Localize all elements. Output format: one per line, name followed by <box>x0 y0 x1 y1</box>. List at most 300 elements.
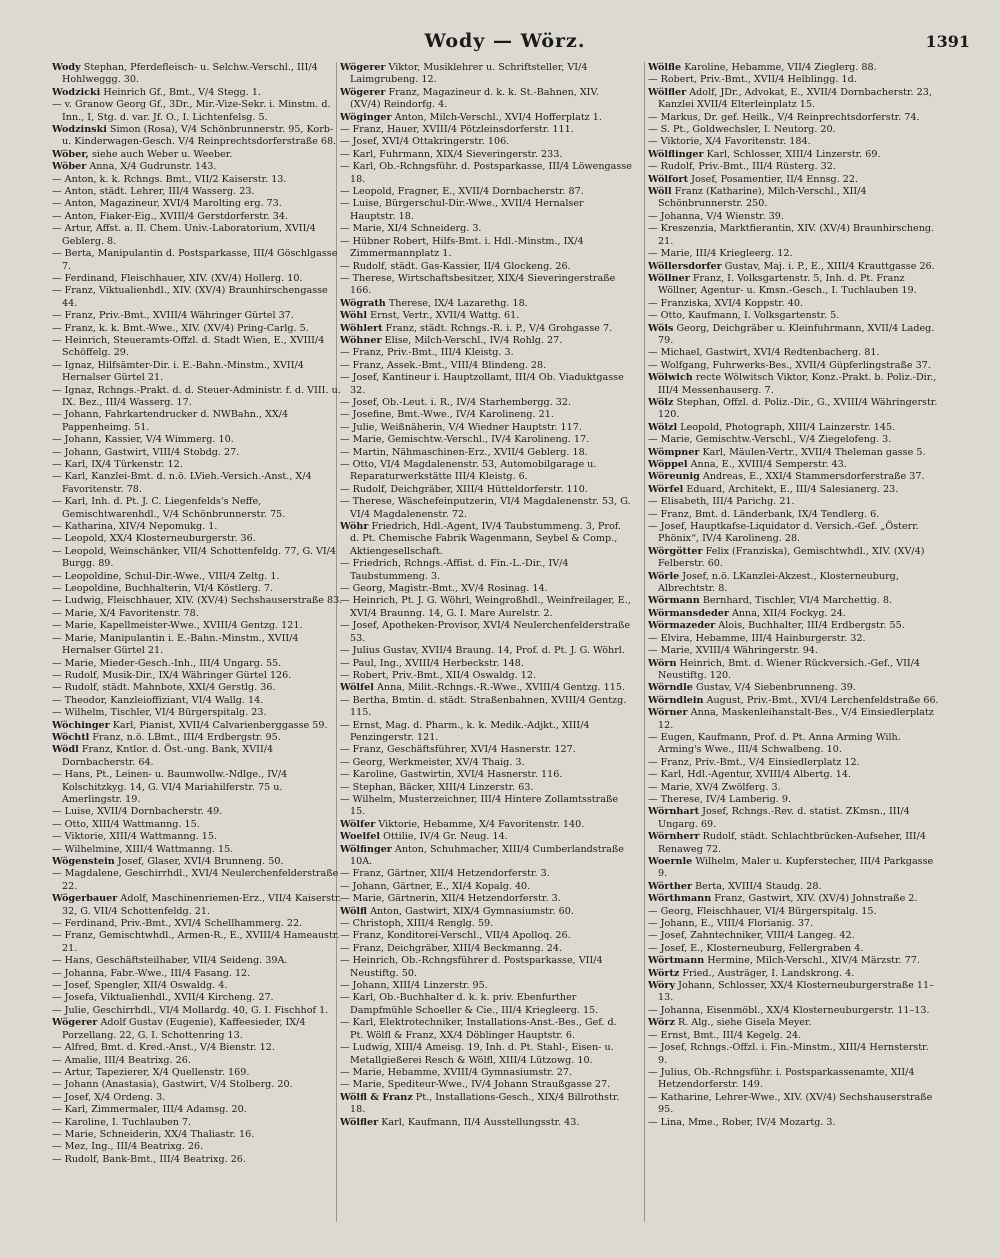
directory-entry <box>340 1092 632 1117</box>
entry-details: — Franz, k. k. Bmt.-Wwe., XIV. (XV/4) Pring-Carlg. 5. <box>52 322 309 334</box>
directory-entry <box>648 124 940 136</box>
directory-entry <box>340 459 632 484</box>
entry-surname: Wölflinger <box>648 148 704 160</box>
entry-details: — Wilhelm, Tischler, VI/4 Bürgerspitalg. 23. <box>52 707 267 719</box>
entry-surname: Wöginger <box>340 111 392 123</box>
directory-entry <box>340 918 632 930</box>
entry-surname: Wölfler <box>340 1116 379 1128</box>
entry-details: — Friedrich, Rchngs.-Affist. d. Fin.-L.-Dir., IV/4 Taubstummeng. 3. <box>340 558 569 582</box>
entry-details: — Marie, Kapellmeister-Wwe., XVIII/4 Gentzg. 121. <box>52 620 303 632</box>
entry-details: — Luise, Bürgerschul-Dir.-Wwe., XVII/4 Hernalser Hauptstr. 18. <box>340 198 584 222</box>
entry-details: — Marie, Gärtnerin, XII/4 Hetzendorferstr. 3. <box>340 893 561 905</box>
entry-details: — Therese, IV/4 Lamberig. 9. <box>648 793 792 805</box>
entry-details: — Josef, Kantineur i. Hauptzollamt, III/4 Ob. Viaduktgasse 32. <box>340 372 624 396</box>
entry-details: — Josef, Rchngs.-Offzl. i. Fin.-Minstm., XIII/4 Hernsterstr. 9. <box>648 1042 929 1066</box>
entry-details: — Rudolf, Bank-Bmt., III/4 Beatrixg. 26. <box>52 1153 246 1165</box>
entry-details: Josef, Posamentier, II/4 Ennsg. 22. <box>691 173 859 185</box>
entry-details: Josef, n.ö. LKanzlei-Akzest., Klosterneuburg, Albrechtstr. 8. <box>658 570 899 595</box>
entry-details: — Franz, Priv.-Bmt., III/4 Kleistg. 3. <box>340 347 514 359</box>
directory-entry <box>52 955 344 967</box>
entry-surname: Wörndlein <box>648 694 704 706</box>
directory-entry <box>52 323 344 335</box>
entry-details: Karl, Mäulen-Vertr., XVII/4 Theleman gasse 5. <box>702 446 926 458</box>
directory-entry <box>648 1030 940 1042</box>
entry-details: siehe auch Weber u. Weeber. <box>91 148 233 160</box>
directory-entry <box>648 943 940 955</box>
entry-surname: Wörtz <box>648 967 680 979</box>
entry-details: — Lina, Mme., Rober, IV/4 Mozartg. 3. <box>648 1116 836 1128</box>
entry-details: — Johann, XIII/4 Linzerstr. 95. <box>340 980 488 992</box>
entry-surname: Wölz <box>648 396 674 408</box>
directory-entry <box>52 1067 344 1079</box>
directory-entry <box>340 893 632 905</box>
directory-entry <box>340 397 632 409</box>
entry-details: — Josef, E., Klosterneuburg, Fellergraben 4. <box>648 942 864 954</box>
entry-surname: Wörner <box>648 707 688 719</box>
directory-entry <box>52 471 344 496</box>
directory-entry <box>340 1017 632 1042</box>
entry-details: Stephan, Offzl. d. Poliz.-Dir., G., XVIII/4 Währingerstr. 120. <box>658 396 938 421</box>
entry-details: — Johann, Fahrkartendrucker d. NWBahn., XX/4 Pappenheimg. 51. <box>52 409 289 433</box>
directory-entry <box>340 744 632 756</box>
directory-entry <box>340 1079 632 1091</box>
entry-details: — Hans, Geschäftsteilhaber, VII/4 Seideng. 39A. <box>52 955 288 967</box>
entry-details: — Johanna, V/4 Wienstr. 39. <box>648 210 784 222</box>
directory-entry <box>52 670 344 682</box>
directory-entry <box>340 819 632 831</box>
directory-entry <box>648 310 940 322</box>
directory-entry <box>648 620 940 632</box>
entry-details: — Therese, Wirtschaftsbesitzer, XIX/4 Sieveringerstraße 166. <box>340 272 616 297</box>
directory-entry <box>340 323 632 335</box>
directory-entry <box>52 595 344 607</box>
directory-entry <box>52 1079 344 1091</box>
directory-entry <box>648 881 940 893</box>
directory-entry <box>648 459 940 471</box>
directory-entry <box>340 62 632 87</box>
entry-details: Wilhelm, Maler u. Kupferstecher, III/4 Parkgasse 9. <box>658 856 934 880</box>
entry-surname: Wöhner <box>340 334 382 346</box>
entry-details: — Rudolf, städt. Mahnbote, XXI/4 Gerstlg. 36. <box>52 682 276 694</box>
entry-surname: Wöllner <box>648 272 690 284</box>
entry-details: — Viktorie, XIII/4 Wattmanng. 15. <box>52 831 218 843</box>
directory-entry <box>340 906 632 918</box>
entry-details: — Christoph, XIII/4 Renglg. 59. <box>340 918 494 930</box>
entry-details: Heinrich, Bmt. d. Wiener Rückversich.-Gef., VII/4 Neustiftg. 120. <box>658 657 921 681</box>
directory-entry <box>52 695 344 707</box>
entry-details: — Josef, Apotheken-Provisor, XVI/4 Neulerchenfelderstraße 53. <box>340 620 631 644</box>
column-divider <box>644 62 645 1222</box>
entry-surname: Wölfl <box>340 905 368 917</box>
directory-entry <box>340 943 632 955</box>
entry-details: Anton, Gastwirt, XIX/4 Gymnasiumstr. 60. <box>370 905 574 917</box>
entry-details: — Johann, Gastwirt, VIII/4 Stobdg. 27. <box>52 446 240 458</box>
directory-entry <box>648 968 940 980</box>
directory-entry <box>52 806 344 818</box>
directory-entry <box>52 856 344 868</box>
directory-entry <box>340 434 632 446</box>
directory-entry <box>340 347 632 359</box>
column-left <box>52 62 344 1232</box>
directory-entry <box>52 1017 344 1042</box>
entry-details: — Julius Gustav, XVII/4 Braung. 14, Prof. d. Pt. J. G. Wöhrl. <box>340 645 625 657</box>
directory-entry <box>340 198 632 223</box>
directory-entry <box>340 87 632 112</box>
entry-details: Leopold, Photograph, XIII/4 Lainzerstr. 145. <box>680 421 896 433</box>
entry-surname: Wöhl <box>340 310 368 322</box>
entry-details: — Johann, Kassier, V/4 Wimmerg. 10. <box>52 434 234 446</box>
entry-details: — Theodor, Kanzleioffiziant, VI/4 Wallg. 14. <box>52 694 264 706</box>
entry-details: — Leopoldine, Schul-Dir.-Wwe., VIII/4 Zeltg. 1. <box>52 570 280 582</box>
directory-entry <box>340 831 632 843</box>
directory-entry <box>648 447 940 459</box>
directory-entry <box>648 1042 940 1067</box>
entry-details: Franz, Magazineur d. k. k. St.-Bahnen, XIV. (XV/4) Reindorfg. 4. <box>350 86 599 111</box>
directory-entry <box>340 595 632 620</box>
entry-details: — Franz, Bmt. d. Länderbank, IX/4 Tendlerg. 6. <box>648 508 880 520</box>
entry-surname: Wödl <box>52 744 79 756</box>
directory-entry <box>52 844 344 856</box>
entry-details: — Karoline, Gastwirtin, XVI/4 Hasnerstr. 116. <box>340 769 563 781</box>
entry-details: — Georg, Magistr.-Bmt., XV/4 Rosinag. 14. <box>340 583 548 595</box>
entry-surname: Wörnhart <box>648 806 700 818</box>
directory-entry <box>340 186 632 198</box>
entry-surname: Wögerer <box>340 62 386 73</box>
entry-details: Alois, Buchhalter, III/4 Erdbergstr. 55. <box>718 620 905 632</box>
entry-details: — Marie, Gemischtw.-Verschl., V/4 Ziegelofeng. 3. <box>648 434 892 446</box>
entry-details: Ottilie, IV/4 Gr. Neug. 14. <box>383 831 508 843</box>
entry-surname: Wöls <box>648 322 674 334</box>
entry-details: Viktorie, Hebamme, X/4 Favoritenstr. 140. <box>378 818 585 830</box>
entry-details: Josef, Rchngs.-Rev. d. statist. ZKmsn., III/4 Ungarg. 69. <box>658 806 910 830</box>
entry-details: — Mez, Ing., III/4 Beatrixg. 26. <box>52 1141 204 1153</box>
directory-entry <box>340 335 632 347</box>
entry-details: Berta, XVIII/4 Staudg. 28. <box>695 880 822 892</box>
entry-details: — Katharina, XIV/4 Nepomukg. 1. <box>52 521 218 533</box>
entry-details: — Marie, X/4 Favoritenstr. 78. <box>52 607 199 619</box>
directory-entry <box>340 261 632 273</box>
directory-entry <box>52 930 344 955</box>
directory-entry <box>52 174 344 186</box>
directory-entry <box>340 645 632 657</box>
entry-details: — Viktorie, X/4 Favoritenstr. 184. <box>648 136 811 148</box>
entry-details: Fried., Austräger, I. Landskrong. 4. <box>682 967 855 979</box>
entry-details: — Johann (Anastasia), Gastwirt, V/4 Stolberg. 20. <box>52 1079 293 1091</box>
directory-entry <box>52 447 344 459</box>
directory-entry <box>648 546 940 571</box>
entry-details: — Georg, Werkmeister, XV/4 Thaig. 3. <box>340 756 525 768</box>
directory-entry <box>648 434 940 446</box>
entry-surname: Wodzinski <box>52 124 107 136</box>
directory-entry <box>340 583 632 595</box>
entry-details: — Alfred, Bmt. d. Kred.-Anst., V/4 Bienstr. 12. <box>52 1042 275 1054</box>
directory-entry <box>340 360 632 372</box>
entry-details: — Karl, Hdl.-Agentur, XVIII/4 Albertg. 14. <box>648 769 852 781</box>
directory-entry <box>52 980 344 992</box>
entry-details: — Georg, Fleischhauer, VI/4 Bürgerspitalg. 15. <box>648 905 877 917</box>
entry-details: — Karl, Ob.-Buchhalter d. k. k. priv. Ebenfurther Dampfmühle Schoeller & Cie., III/4 Kriegleerg. 15. <box>340 992 599 1016</box>
entry-surname: Wörgötter <box>648 545 703 557</box>
directory-entry <box>648 248 940 260</box>
entry-details: — Franz, Assek.-Bmt., VIII/4 Blindeng. 28. <box>340 359 547 371</box>
directory-entry <box>52 1154 344 1166</box>
directory-entry <box>340 620 632 645</box>
entry-surname: Wöllersdorfer <box>648 260 722 272</box>
directory-entry <box>648 633 940 645</box>
directory-entry <box>340 136 632 148</box>
entry-details: — Kreszenzia, Marktfierantin, XIV. (XV/4) Braunhirscheng. 21. <box>648 223 935 247</box>
directory-entry <box>648 1017 940 1029</box>
entry-details: — Otto, XIII/4 Wattmanng. 15. <box>52 818 200 830</box>
entry-surname: Wölfinger <box>340 843 392 855</box>
entry-surname: Wörndle <box>648 682 693 694</box>
entry-surname: Wörn <box>648 657 677 669</box>
entry-details: — Leopold, Weinschänker, VII/4 Schottenfeldg. 77, G. VI/4 Burgg. 89. <box>52 545 337 570</box>
entry-details: — Magdalene, Geschirrhdl., XVI/4 Neulerchenfelderstraße 22. <box>52 868 339 892</box>
entry-details: — Franz, Priv.-Bmt., V/4 Einsiedlerplatz 12. <box>648 756 860 768</box>
entry-surname: Wörle <box>648 570 680 582</box>
entry-details: — Franz, Geschäftsführer, XVI/4 Hasnerstr. 127. <box>340 744 576 756</box>
entry-details: — Leopold, Fragner, E., XVII/4 Dornbacherstr. 87. <box>340 186 584 198</box>
entry-details: Andreas, E., XXI/4 Stammersdorferstraße 37. <box>702 471 925 483</box>
directory-entry <box>52 434 344 446</box>
directory-entry <box>340 372 632 397</box>
directory-entry <box>648 571 940 596</box>
entry-details: Simon (Rosa), V/4 Schönbrunnerstr. 95, Korb- u. Kinderwagen-Gesch. V/4 Reinprechtsdorferstraße 68. <box>62 124 337 148</box>
directory-entry <box>340 484 632 496</box>
entry-details: Franz, n.ö. LBmt., III/4 Erdbergstr. 95. <box>92 731 281 743</box>
directory-entry <box>52 831 344 843</box>
entry-details: — Heinrich, Ob.-Rchngsführer d. Postsparkasse, VII/4 Neustiftg. 50. <box>340 955 603 979</box>
entry-surname: Wörmansdeder <box>648 607 729 619</box>
entry-details: — Julie, Geschirrhdl., VI/4 Mollardg. 40, G. I. Fischhof 1. <box>52 1004 329 1016</box>
directory-entry <box>52 658 344 670</box>
entry-details: — Josef, Hauptkafse-Liquidator d. Versich.-Gef. „Österr. Phönix“, IV/4 Karolineng. 28. <box>648 521 919 545</box>
entry-surname: Wölfel <box>340 682 374 694</box>
directory-entry <box>340 409 632 421</box>
directory-entry <box>340 558 632 583</box>
directory-entry <box>52 533 344 545</box>
directory-entry <box>648 707 940 732</box>
directory-entry <box>648 521 940 546</box>
directory-entry <box>648 161 940 173</box>
entry-details: — Julius, Ob.-Rchngsführ. i. Postsparkassenamte, XII/4 Hetzendorferstr. 149. <box>648 1066 915 1091</box>
entry-surname: Wölfler <box>648 86 687 98</box>
entry-surname: Wögerer <box>52 1017 98 1029</box>
entry-surname: Wögrath <box>340 297 386 309</box>
directory-entry <box>340 1042 632 1067</box>
directory-entry <box>648 918 940 930</box>
entry-details: Stephan, Pferdefleisch- u. Selchw.-Verschl., III/4 Hohlweggg. 30. <box>62 62 318 86</box>
entry-details: — Ignaz, Rchngs.-Prakt. d. d. Steuer-Administr. f. d. VIII. u. IX. Bez., III/4 Wasserg. 17. <box>52 384 341 408</box>
directory-entry <box>340 992 632 1017</box>
entry-details: Franz, Kntlor. d. Öst.-ung. Bank, XVII/4 Dornbacherstr. 64. <box>62 744 274 768</box>
entry-details: Karl, Schlosser, XIII/4 Linzerstr. 69. <box>706 148 881 160</box>
entry-details: — Otto, Kaufmann, I. Volksgartenstr. 5. <box>648 310 840 322</box>
entry-details: Therese, IX/4 Lazarethg. 18. <box>388 297 528 309</box>
entry-surname: Wöchinger <box>52 719 110 731</box>
entry-details: — Anton, Fiaker-Eig., XVIII/4 Gerstdorferstr. 34. <box>52 210 288 222</box>
directory-entry <box>52 707 344 719</box>
entry-details: — Josefine, Bmt.-Wwe., IV/4 Karolineng. 21. <box>340 409 554 421</box>
entry-details: — Leopoldine, Buchhalterin, VI/4 Köstlerg. 7. <box>52 583 274 595</box>
directory-entry <box>52 1104 344 1116</box>
directory-entry <box>648 732 940 757</box>
entry-details: — Leopold, XX/4 Klosterneuburgerstr. 36. <box>52 533 256 545</box>
directory-entry <box>340 980 632 992</box>
entry-details: — Hübner Robert, Hilfs-Bmt. i. Hdl.-Minstm., IX/4 Zimmermannplatz 1. <box>340 235 584 260</box>
entry-details: recte Wölwitsch Viktor, Konz.-Prakt. b. Poliz.-Dir., III/4 Messenhauserg. 7. <box>658 372 937 396</box>
directory-entry <box>648 1092 940 1117</box>
directory-entry <box>648 658 940 683</box>
entry-details: — Johann, E., VIII/4 Florianig. 37. <box>648 918 814 930</box>
entry-details: Karl, Pianist, XVII/4 Calvarienberggasse 59. <box>112 719 328 731</box>
entry-details: — Robert, Priv.-Bmt., XII/4 Oswaldg. 12. <box>340 669 537 681</box>
entry-details: Gustav, V/4 Siebenbrunneng. 39. <box>695 682 856 694</box>
entry-details: — Marie, XVIII/4 Währingerstr. 94. <box>648 645 818 657</box>
entry-details: Franz (Katharine), Milch-Verschl., XII/4 Schönbrunnerstr. 250. <box>658 186 867 210</box>
directory-entry <box>648 608 940 620</box>
entry-surname: Wöchtl <box>52 731 90 743</box>
directory-entry <box>648 682 940 694</box>
directory-entry <box>648 323 940 348</box>
directory-entry <box>52 546 344 571</box>
entry-details: — Franz, Konditorei-Verschl., VII/4 Apolloq. 26. <box>340 930 571 942</box>
entry-details: Karl, Kaufmann, II/4 Ausstellungsstr. 43. <box>381 1116 580 1128</box>
directory-entry <box>648 136 940 148</box>
directory-entry <box>52 385 344 410</box>
entry-details: — Anton, k. k. Rchngs. Bmt., VII/2 Kaiserstr. 13. <box>52 173 287 185</box>
directory-entry <box>52 459 344 471</box>
directory-entry <box>648 1067 940 1092</box>
directory-entry <box>52 720 344 732</box>
entry-details: — Therese, Wäschefeinputzerin, VI/4 Magdalenenstr. 53, G. VI/4 Magdalenenstr. 72. <box>340 496 631 520</box>
entry-details: — Franziska, XVI/4 Koppstr. 40. <box>648 297 804 309</box>
entry-details: — Artur, Affst. a. II. Chem. Univ.-Laboratorium, XVII/4 Geblerg. 8. <box>52 223 316 247</box>
directory-entry <box>52 918 344 930</box>
directory-entry <box>52 608 344 620</box>
entry-details: — Rudolf, Deichgräber, XIII/4 Hütteldorferstr. 110. <box>340 483 588 495</box>
entry-details: Adolf, Maschinenriemen-Erz., VII/4 Kaiserstr. 32, G. VII/4 Schottenfeldg. 21. <box>62 893 342 917</box>
entry-details: — Karl, Zimmermaler, III/4 Adamsg. 20. <box>52 1104 247 1116</box>
entry-details: — Johanna, Eisenmöbl., XX/4 Klosterneuburgerstr. 11–13. <box>648 1004 930 1016</box>
page-number: 1391 <box>925 32 970 51</box>
entry-details: August, Priv.-Bmt., XVI/4 Lerchenfeldstraße 66. <box>706 694 939 706</box>
directory-entry <box>52 1055 344 1067</box>
entry-details: Anna, X/4 Gudrunstr. 143. <box>89 161 217 173</box>
entry-details: Ernst, Vertr., XVII/4 Wattg. 61. <box>370 310 520 322</box>
page-header <box>40 30 970 56</box>
directory-entry <box>340 298 632 310</box>
entry-details: — v. Granow Georg Gf., 3Dr., Mir.-Vize-Sekr. i. Minstm. d. Inn., I, Stg. d. var. Jf. O., I. Lichtenfelsg. 5. <box>52 99 331 123</box>
directory-entry <box>648 794 940 806</box>
entry-details: Anna, XII/4 Fockyg. 24. <box>731 607 846 619</box>
directory-entry <box>340 422 632 434</box>
entry-details: — Wilhelmine, XIII/4 Wattmanng. 15. <box>52 843 234 855</box>
directory-entry <box>340 720 632 745</box>
entry-surname: Wölwich <box>648 372 693 384</box>
directory-entry <box>648 856 940 881</box>
entry-details: — Wilhelm, Musterzeichner, III/4 Hintere Zollamtsstraße 15. <box>340 793 619 818</box>
entry-details: — Franz, Viktualienhdl., XIV. (XV/4) Braunhirschengasse 44. <box>52 285 328 309</box>
entry-surname: Wöber <box>52 161 87 173</box>
directory-entry <box>648 645 940 657</box>
entry-details: Anna, Milit.-Rchngs.-R.-Wwe., XVIII/4 Gentzg. 115. <box>376 682 626 694</box>
entry-details: Franz, I. Volksgartenstr. 5, Inh. d. Pt. Franz Wöllner, Agentur- u. Kmsn.-Gesch., I. Tuchlauben 19. <box>658 272 917 297</box>
directory-entry <box>648 893 940 905</box>
entry-surname: Wörthmann <box>648 893 712 905</box>
directory-entry <box>648 62 940 74</box>
entry-details: — Franz, Hauer, XVIII/4 Pötzleinsdorferstr. 111. <box>340 124 574 136</box>
directory-entry <box>648 906 940 918</box>
entry-details: — Ignaz, Hilfsämter-Dir. i. E.-Bahn.-Minstm., XVII/4 Hernalser Gürtel 21. <box>52 359 304 384</box>
directory-entry <box>648 769 940 781</box>
directory-entry <box>52 682 344 694</box>
directory-entry <box>52 868 344 893</box>
directory-entry <box>340 695 632 720</box>
directory-entry <box>52 198 344 210</box>
directory-entry <box>52 211 344 223</box>
directory-entry <box>340 310 632 322</box>
entry-surname: Wöry <box>648 980 676 992</box>
entry-surname: Woernle <box>648 856 693 867</box>
entry-details: — Marie, Gemischtw.-Verschl., IV/4 Karolineng. 17. <box>340 434 590 446</box>
entry-details: — Johann, Gärtner, E., XI/4 Kopalg. 40. <box>340 880 531 892</box>
entry-details: Friedrich, Hdl.-Agent, IV/4 Taubstummeng. 3, Prof. d. Pt. Chemische Fabrik Wagenmann, Seybel & Comp., Aktiengesellschaft. <box>350 521 621 557</box>
directory-entry <box>52 360 344 385</box>
entry-details: — Stephan, Bäcker, XIII/4 Linzerstr. 63. <box>340 781 534 793</box>
entry-surname: Wölfer <box>340 818 376 830</box>
entry-surname: Wögerbauer <box>52 893 118 905</box>
entry-details: — Franz, Priv.-Bmt., XVIII/4 Währinger Gürtel 37. <box>52 310 294 322</box>
directory-entry <box>52 1141 344 1153</box>
entry-surname: Wörther <box>648 880 693 892</box>
directory-entry <box>648 980 940 1005</box>
directory-entry <box>52 521 344 533</box>
directory-entry <box>340 1067 632 1079</box>
entry-details: — Markus, Dr. gef. Heilk., V/4 Reinprechtsdorferstr. 74. <box>648 111 920 123</box>
entry-surname: Wörtmann <box>648 955 705 967</box>
entry-details: Georg, Deichgräber u. Kleinfuhrmann, XVII/4 Ladeg. 79. <box>658 322 935 346</box>
directory-entry <box>648 87 940 112</box>
directory-entry <box>648 360 940 372</box>
directory-entry <box>648 174 940 186</box>
entry-details: Adolf, JDr., Advokat, E., XVII/4 Dornbacherstr. 23, Kanzlei XVII/4 Elterleinplatz 15. <box>658 86 932 111</box>
directory-entry <box>340 1117 632 1129</box>
directory-entry <box>648 273 940 298</box>
directory-entry <box>340 782 632 794</box>
directory-entry <box>340 124 632 136</box>
entry-details: — Julie, Weißnäherin, V/4 Wiedner Hauptstr. 117. <box>340 421 582 433</box>
entry-details: — Marie, III/4 Kriegleerg. 12. <box>648 248 793 260</box>
directory-entry <box>648 806 940 831</box>
entry-details: Anna, E., XVIII/4 Semperstr. 43. <box>690 459 847 470</box>
directory-entry <box>648 112 940 124</box>
directory-entry <box>648 186 940 211</box>
directory-entry <box>52 620 344 632</box>
entry-details: — Martin, Nähmaschinen-Erz., XVII/4 Geblerg. 18. <box>340 446 588 458</box>
entry-details: Viktor, Musiklehrer u. Schriftsteller, VI/4 Laimgrubeng. 12. <box>350 62 588 86</box>
entry-details: — Marie, XI/4 Schneiderg. 3. <box>340 223 482 235</box>
entry-details: — Johanna, Fabr.-Wwe., III/4 Fasang. 12. <box>52 967 251 979</box>
directory-entry <box>340 447 632 459</box>
directory-entry <box>648 1005 940 1017</box>
entry-details: — Artur, Tapezierer, X/4 Quellenstr. 169. <box>52 1066 250 1078</box>
entry-details: — Josef, Spengler, XII/4 Oswaldg. 4. <box>52 980 228 992</box>
entry-details: — Josef, X/4 Ordeng. 3. <box>52 1091 166 1103</box>
entry-details: — Rudolf, Priv.-Bmt., III/4 Rüsterg. 32. <box>648 161 836 173</box>
entry-details: — Franz, Gemischtwhdl., Armen-R., E., XVIII/4 Hameaustr. 21. <box>52 930 340 954</box>
